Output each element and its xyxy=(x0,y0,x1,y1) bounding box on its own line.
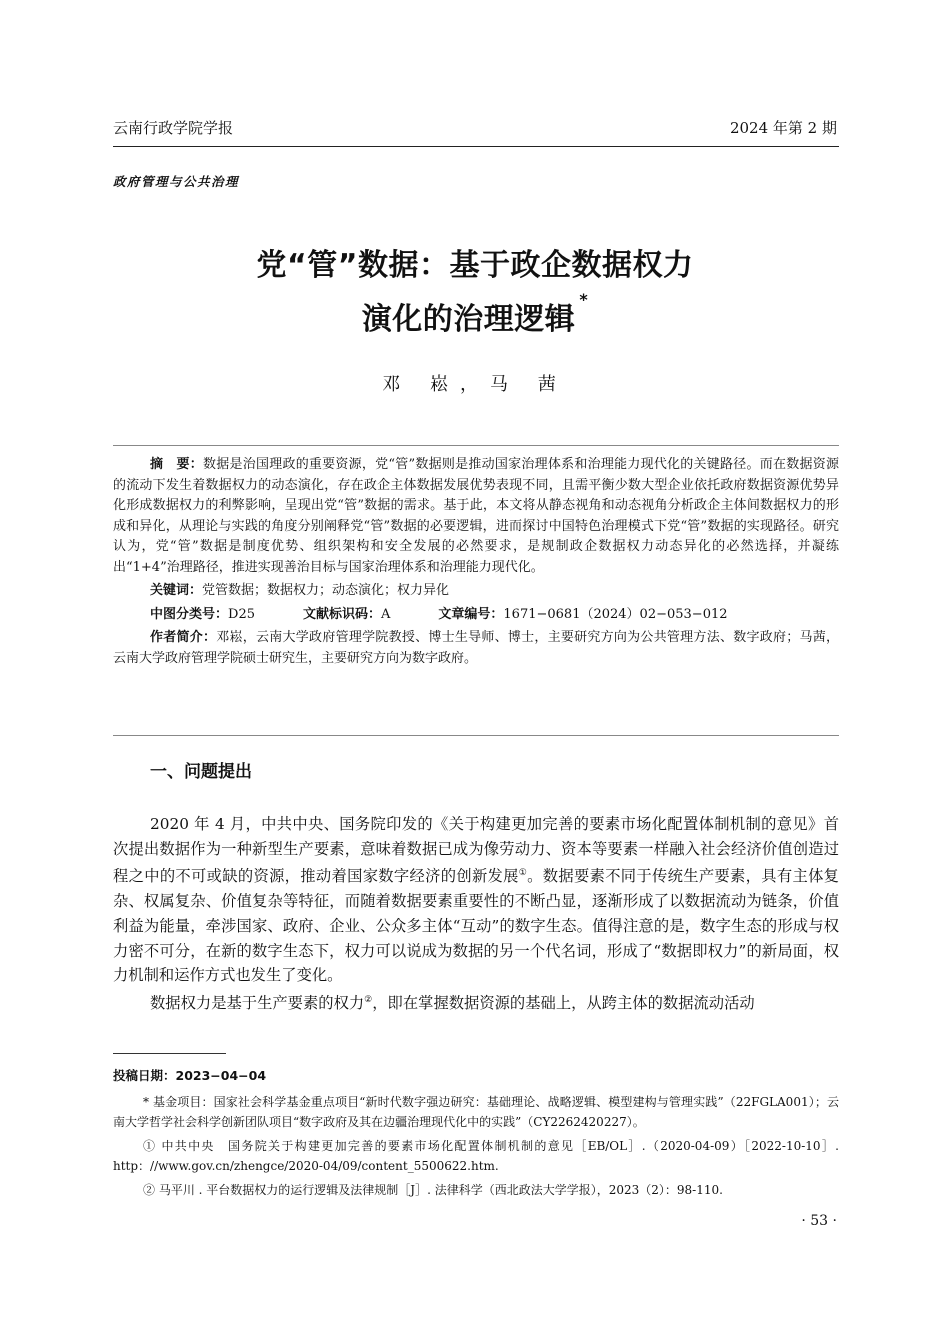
paragraph-1-part-b: 。数据要素不同于传统生产要素，具有主体复杂、权属复杂、价值复杂等特征，而随着数据要素重要性的不断凸显，逐渐形成了以数据流动为链条，价值利益为能量，牵涉国家、政府、企业、公众多主体“互动”的数字生态。值得注意的是，数字生态的形成与权力密不可分，在新的数字生态下，权力可以说成为数据的另一个代名词，形成了“数据即权力”的新局面，权力机制和运作方式也发生了变化。 xyxy=(113,867,839,985)
doc-code-value: A xyxy=(381,606,391,622)
footnote-ref-1: ① xyxy=(518,868,528,879)
page-number: · 53 · xyxy=(801,1213,837,1229)
clc-label: 中图分类号： xyxy=(150,606,229,622)
footnote-1: ① 中共中央 国务院关于构建更加完善的要素市场化配置体制机制的意见［EB/OL］.（2020-04-09）［2022-10-10］. http：//www.gov.cn/zhengce/2020-04/09/content_5500622.htm. xyxy=(113,1139,839,1173)
abstract xyxy=(113,455,839,578)
classification xyxy=(113,605,839,626)
clc-value: D25 xyxy=(228,606,255,622)
author-bio-label: 作者简介： xyxy=(150,630,217,645)
keywords-text: 党管数据；数据权力；动态演化；权力异化 xyxy=(202,583,450,598)
body-text xyxy=(113,812,839,1016)
fund-note: * 基金项目：国家社会科学基金重点项目“新时代数字强边研究：基础理论、战略逻辑、模型建构与管理实践”（22FGLA001）；云南大学哲学社会科学创新团队项目“数字政府及其在边疆治理现代化中的实践”（CY2262420227）。 xyxy=(113,1095,839,1129)
paragraph-2 xyxy=(113,988,839,1016)
abstract-rule-top xyxy=(113,445,839,446)
article-no-label: 文章编号： xyxy=(438,606,504,622)
issue-info: 2024 年第 2 期 xyxy=(729,119,837,137)
doc-code-label: 文献标识码： xyxy=(302,606,381,622)
abstract-block xyxy=(113,455,839,669)
footnotes xyxy=(113,1092,839,1204)
paragraph-1-part-a: 2020 年 4 月，中共中央、国务院印发的《关于构建更加完善的要素市场化配置体制机制的意见》首次提出数据作为一种新型生产要素，意味着数据已成为像劳动力、资本等要素一样融入社会经济价值创造过程之中的不可或缺的资源，推动着国家数字经济的创新发展 xyxy=(113,815,839,886)
section-tag: 政府管理与公共治理 xyxy=(113,174,240,189)
title-line-2 xyxy=(0,290,950,338)
abstract-text: 数据是治国理政的重要资源，党“管”数据则是推动国家治理体系和治理能力现代化的关键路径。而在数据资源的流动下发生着数据权力的动态演化，存在政企主体数据发展优势表现不同，且需平衡少数大型企业依托政府数据资源优势异化形成数据权力的利弊影响，呈现出党“管”数据的需求。基于此，本文将从静态视角和动态视角分析政企主体间数据权力的形成和异化，从理论与实践的角度分别阐释党“管”数据的必要逻辑，进而探讨中国特色治理模式下党“管”数据的实现路径。研究认为，党“管”数据是制度优势、组织架构和安全发展的必然要求，是规制政企数据权力动态异化的必然选择，并凝练出“1+4”治理路径，推进实现善治目标与国家治理体系和治理能力现代化。 xyxy=(113,457,839,575)
title-footnote-mark: * xyxy=(579,290,589,309)
article-no-value: 1671−0681（2024）02−053−012 xyxy=(503,606,728,622)
abstract-rule-bottom xyxy=(113,735,839,736)
footnote-rule xyxy=(113,1053,226,1054)
title-line-1: 党“管”数据：基于政企数据权力 xyxy=(256,248,694,283)
keywords-label: 关键词： xyxy=(150,583,203,598)
authors: 邓 崧，马 茜 xyxy=(382,374,568,395)
paragraph-1 xyxy=(113,812,839,988)
footnote-ref-2: ② xyxy=(364,995,373,1006)
footnote-2: ② 马平川 . 平台数据权力的运行逻辑及法律规制［J］. 法律科学（西北政法大学学报），2023（2）：98-110. xyxy=(143,1183,723,1197)
journal-name: 云南行政学院学报 xyxy=(113,119,234,137)
section-heading: 一、问题提出 xyxy=(150,762,252,782)
received-date: 投稿日期：2023−04−04 xyxy=(113,1068,267,1083)
title-line-2-text: 演化的治理逻辑 xyxy=(361,302,576,337)
paragraph-2-part-b: ，即在掌握数据资源的基础上，从跨主体的数据流动活动 xyxy=(372,994,755,1013)
author-bio-text: 邓崧，云南大学政府管理学院教授、博士生导师、博士，主要研究方向为公共管理方法、数字政府；马茜，云南大学政府管理学院硕士研究生，主要研究方向为数字政府。 xyxy=(113,630,839,666)
keywords xyxy=(113,581,839,602)
header-rule xyxy=(113,146,839,147)
author-bio xyxy=(113,628,839,669)
abstract-label: 摘 要： xyxy=(150,457,203,472)
paragraph-2-part-a: 数据权力是基于生产要素的权力 xyxy=(150,994,365,1013)
